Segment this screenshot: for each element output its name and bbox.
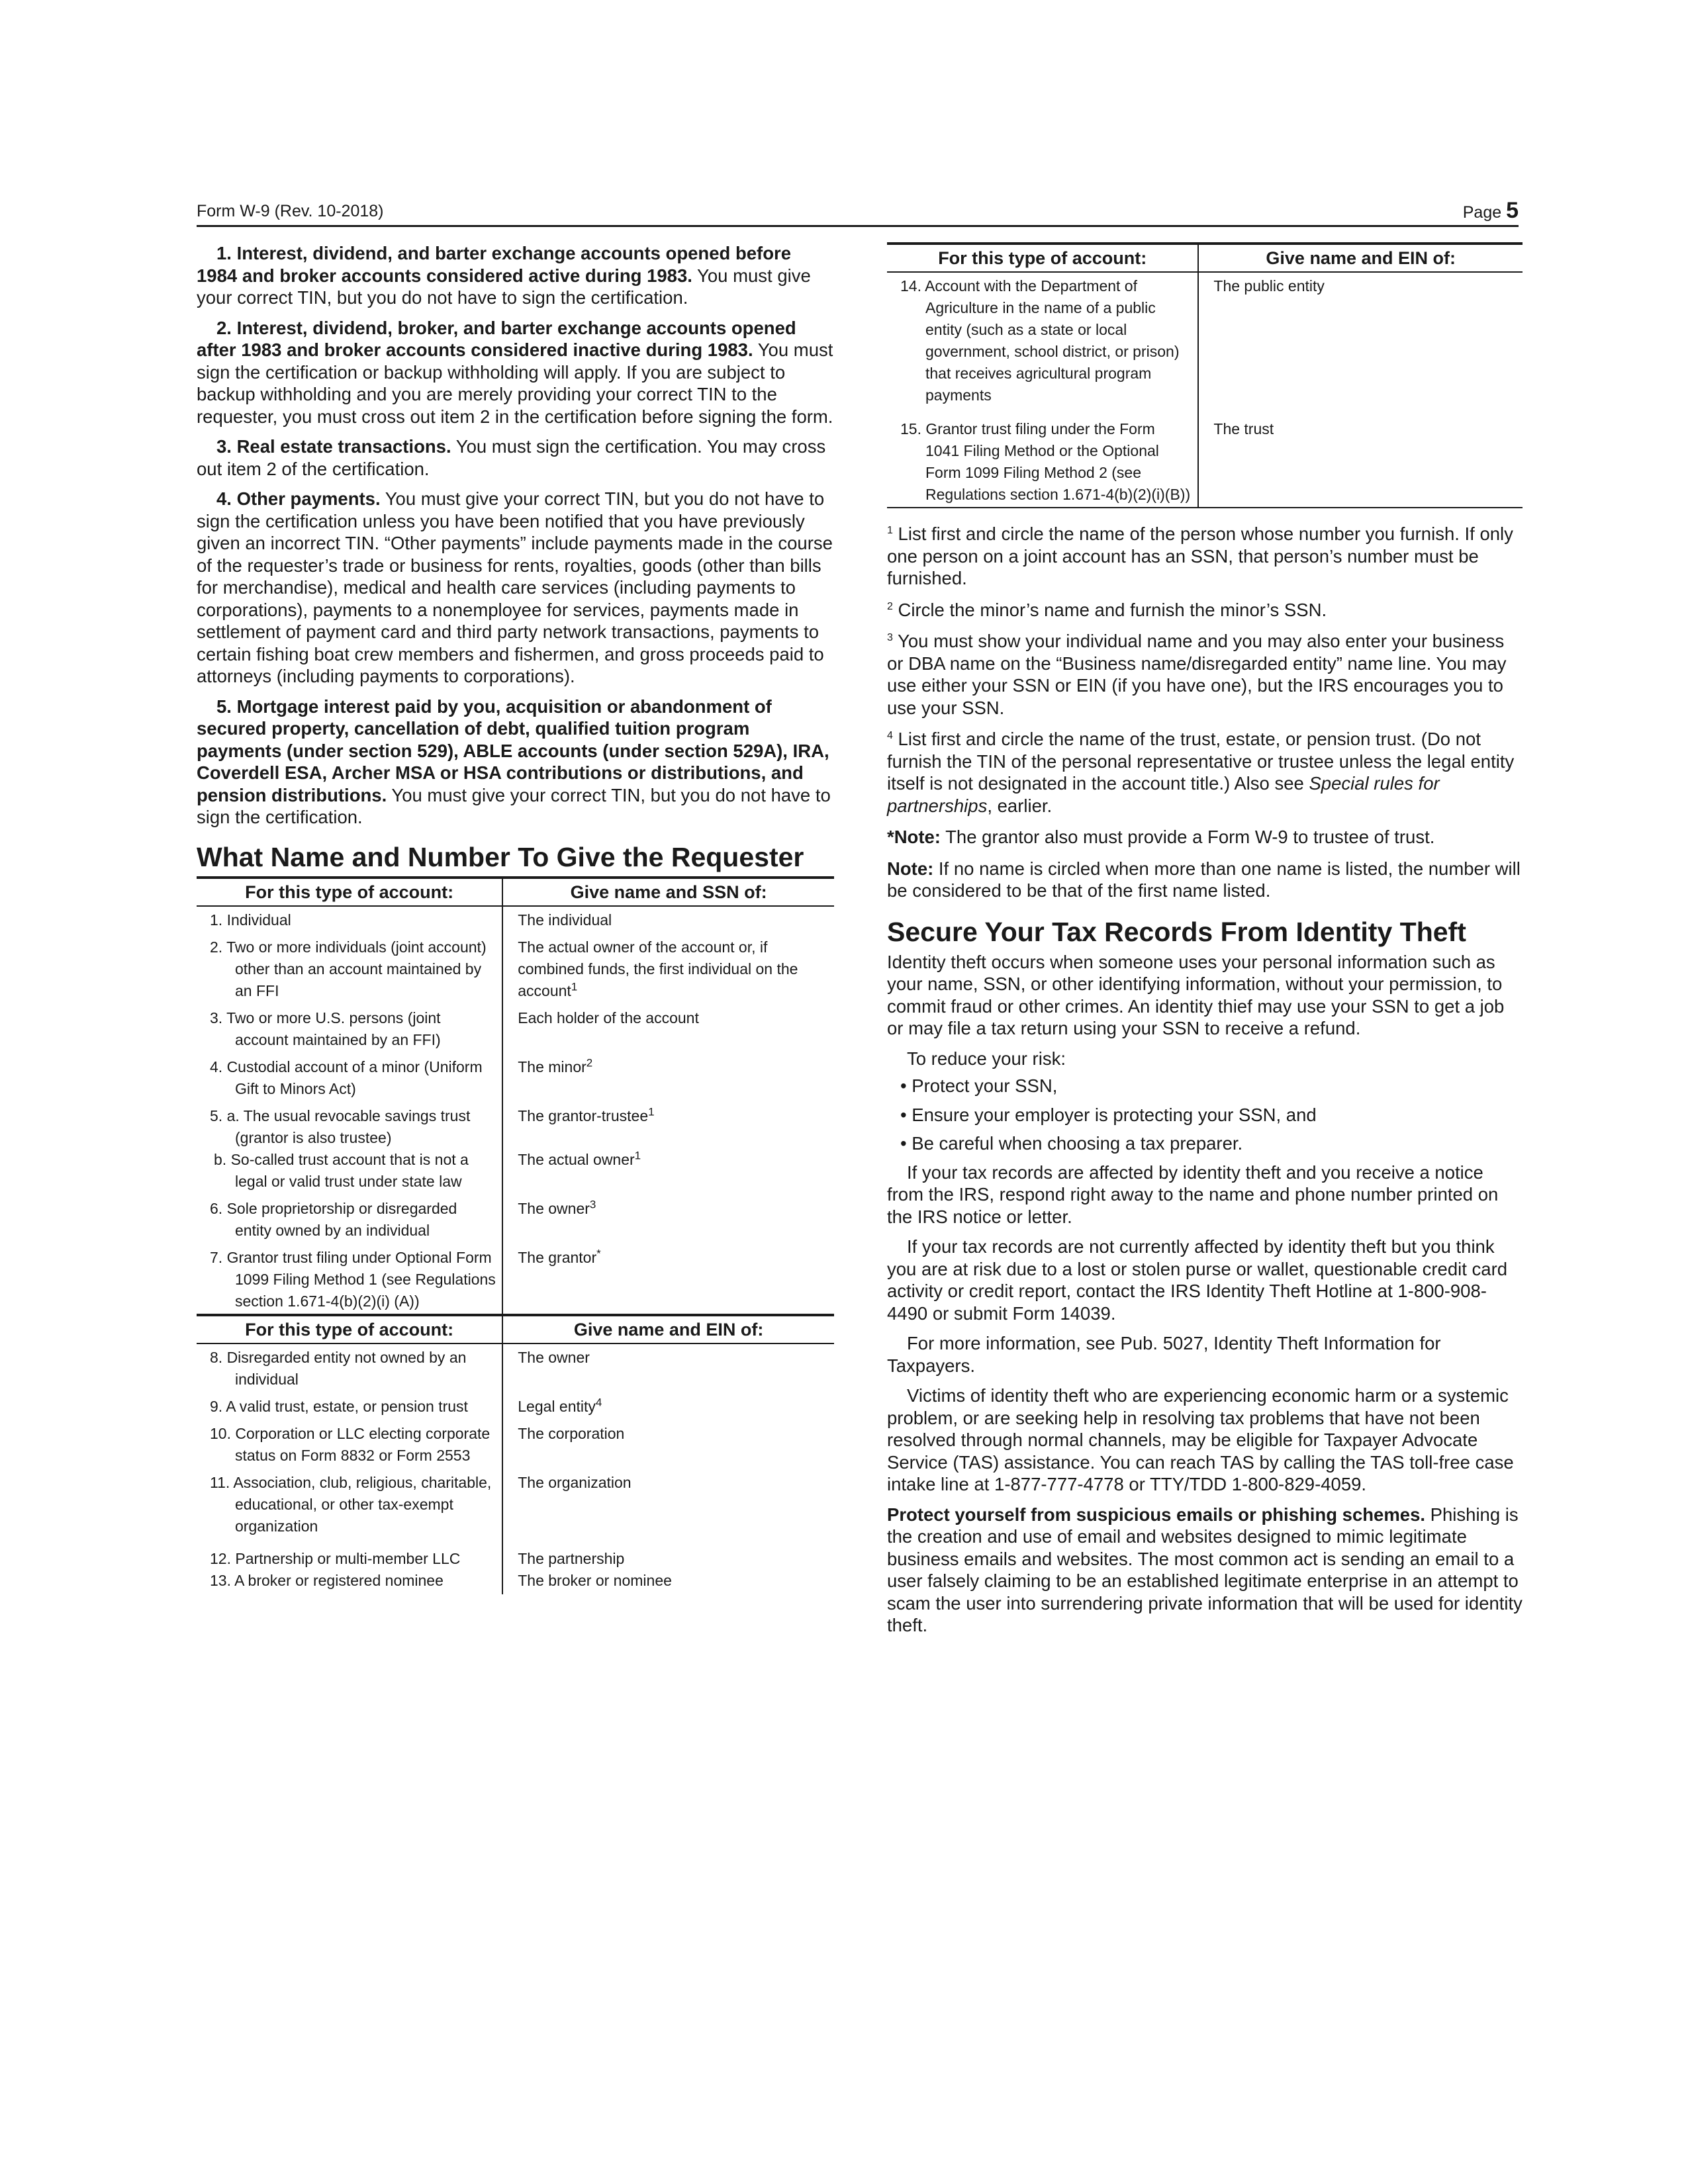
paragraph-5-heading: 5. Mortgage interest paid by you, acquisition or abandonment of secured property, cancellation of debt, qualified tuition program payments (under section 529), ABLE accounts (under section 529A), IRA, Coverdell ESA, Archer MSA or HSA contributions or distributions, and pension distributions. [197, 696, 829, 805]
identity-paragraph-1: Identity theft occurs when someone uses your personal information such as your name, SSN, or other identifying information, without your permission, to commit fraud or other crimes. An identity thief may use your SSN to get a job or may file a tax return using your SSN to receive a refund. [887, 951, 1505, 1038]
footnote-ref: 1 [634, 1148, 641, 1161]
footnote-text: List first and circle the name of the trust, estate, or pension trust. (Do not furnish the TIN of the personal representative or trustee unless the legal entity itself is not designated in the account title.) Also see [887, 729, 1515, 794]
paragraph-2 [197, 317, 834, 428]
table-row [197, 1396, 834, 1423]
name-text: The minor [518, 1058, 586, 1075]
name-to-give: The organization [518, 1473, 632, 1491]
paragraph-1-heading: 1. Interest, dividend, and barter exchange accounts opened before 1984 and broker accounts considered active during 1983. [197, 243, 791, 286]
footnote-ref: 1 [571, 979, 578, 993]
account-type: 9. A valid trust, estate, or pension trust [210, 1397, 468, 1415]
page-word: Page [1462, 203, 1502, 222]
bullet-item: • Protect your SSN, [900, 1075, 1058, 1096]
name-text: The owner [518, 1199, 590, 1217]
table-row [197, 1472, 834, 1548]
ein2-table-col1: For this type of account: [887, 244, 1198, 272]
account-type: 4. Custodial account of a minor (Uniform Gift to Minors Act) [210, 1058, 483, 1097]
name-to-give: The partnership [518, 1549, 625, 1567]
account-type: 13. A broker or registered nominee [210, 1571, 444, 1589]
table-row [197, 1105, 834, 1149]
note-label: *Note: [887, 827, 941, 847]
name-to-give [502, 936, 834, 1007]
table-row [197, 936, 834, 1007]
table-row [197, 1198, 834, 1247]
footnote-mark: 4 [887, 729, 893, 741]
section-heading-name-number: What Name and Number To Give the Requester [197, 841, 804, 872]
ssn-table-col2: Give name and SSN of: [502, 878, 834, 906]
identity-paragraph-3: If your tax records are not currently affected by identity theft but you think you are at risk due to a lost or stolen purse or wallet, questionable credit card activity or credit report, contact the IRS Identity Theft Hotline at 1-800-908-4490 or submit Form 14039. [887, 1236, 1508, 1324]
footnote-ref: 3 [589, 1197, 596, 1210]
table-row [197, 1247, 834, 1314]
bullet-item: • Be careful when choosing a tax preparer. [900, 1133, 1243, 1154]
ein-table [197, 1314, 834, 1594]
form-label: Form W-9 (Rev. 10-2018) [197, 202, 384, 220]
name-to-give: The broker or nominee [518, 1571, 672, 1589]
phishing-heading: Protect yourself from suspicious emails or phishing schemes. [887, 1504, 1426, 1525]
name-to-give [502, 1198, 834, 1247]
table-row [887, 418, 1523, 508]
ein2-table-col2: Give name and EIN of: [1198, 244, 1523, 272]
note-text: If no name is circled when more than one name is listed, the number will be considered to be that of the first name listed. [887, 858, 1521, 901]
footnote-1 [887, 523, 1523, 590]
account-type: b. So-called trust account that is not a legal or valid trust under state law [214, 1150, 469, 1190]
name-to-give: The trust [1213, 420, 1274, 437]
account-type: 14. Account with the Department of Agriculture in the name of a public entity (such as a state or local government, school district, or prison) that receives agricultural program payments [900, 277, 1180, 404]
ssn-table-col1: For this type of account: [197, 878, 502, 906]
account-type: 10. Corporation or LLC electing corporate status on Form 8832 or Form 2553 [210, 1424, 491, 1464]
footnote-3 [887, 630, 1523, 719]
paragraph-3 [197, 435, 834, 480]
ssn-table [197, 876, 834, 1314]
ein-table-header [197, 1315, 834, 1343]
reduce-risk: To reduce your risk: [907, 1048, 1066, 1069]
ein-table-continued [887, 242, 1523, 508]
identity-paragraph-5: Victims of identity theft who are experiencing economic harm or a systemic problem, or are seeking help in resolving tax problems that have not been resolved through normal channels, may be eligible for Taxpayer Advocate Service (TAS) assistance. You can reach TAS by calling the TAS toll-free case intake line at 1-877-777-4778 or TTY/TDD 1-800-829-4059. [887, 1385, 1514, 1494]
name-text: The grantor-trustee [518, 1107, 649, 1124]
bullet-item: • Ensure your employer is protecting your SSN, and [900, 1104, 1317, 1125]
paragraph-1-text: You must give your correct TIN, but you do not have to sign the certification. [197, 265, 811, 308]
paragraph-3-text: You must sign the certification. You may cross out item 2 of the certification. [197, 436, 826, 479]
header-rule [197, 225, 1519, 227]
left-column [197, 242, 834, 1594]
paragraph-4-text: You must give your correct TIN, but you do not have to sign the certification unless you have been notified that you have previously given an incorrect TIN. “Other payments” include payments made in the course of the requester’s trade or business for rents, royalties, goods (other than bills for merchandise), medical and health care services (including payments to corporations), payments to a nonemployee for services, payments made in settlement of payment card and third party network transactions, payments to certain fishing boat crew members and fishermen, and gross proceeds paid to attorneys (including payments to corporations). [197, 488, 833, 686]
name-text: The grantor [518, 1248, 597, 1266]
footnote-text: Circle the minor’s name and furnish the minor’s SSN. [892, 599, 1327, 620]
name-text: The actual owner of the account or, if combined funds, the first individual on the account [518, 938, 798, 999]
paragraph-5 [197, 696, 834, 829]
paragraph-1 [197, 242, 834, 309]
identity-paragraph-2: If your tax records are affected by identity theft and you receive a notice from the IRS, respond right away to the name and phone number printed on the IRS notice or letter. [887, 1161, 1499, 1227]
footnote-text-end: , earlier. [987, 795, 1053, 816]
name-to-give [502, 1105, 834, 1149]
table-row [197, 1570, 834, 1594]
footnote-italic-ref: Special rules for partnerships [887, 773, 1440, 816]
name-to-give [502, 1396, 834, 1423]
paragraph-4-heading: 4. Other payments. [216, 488, 381, 509]
table-row [197, 1149, 834, 1198]
footnote-mark: 3 [887, 631, 893, 643]
paragraph-2-text: You must sign the certification or backup withholding will apply. If you are subject to backup withholding and you are merely providing your correct TIN to the requester, you must cross out item 2 in the certification before signing the form. [197, 340, 833, 427]
ssn-table-header [197, 878, 834, 906]
name-to-give [502, 1149, 834, 1198]
paragraph-5-text: You must give your correct TIN, but you do not have to sign the certification. [197, 784, 831, 827]
name-to-give: Each holder of the account [518, 1009, 699, 1026]
paragraph-3-heading: 3. Real estate transactions. [216, 436, 451, 457]
identity-paragraph-4: For more information, see Pub. 5027, Identity Theft Information for Taxpayers. [887, 1333, 1441, 1376]
footnote-mark: 2 [887, 600, 893, 612]
ein-table-col1: For this type of account: [197, 1315, 502, 1343]
page-header [197, 197, 1519, 227]
table-row [197, 906, 834, 936]
table-row [197, 1423, 834, 1472]
account-type: 3. Two or more U.S. persons (joint account maintained by an FFI) [210, 1009, 441, 1048]
table-row [887, 272, 1523, 418]
name-to-give: The individual [518, 911, 612, 929]
account-type: 8. Disregarded entity not owned by an individual [210, 1348, 467, 1388]
name-text: The actual owner [518, 1150, 635, 1168]
footnote-mark: 1 [887, 524, 893, 536]
table-row [197, 1056, 834, 1105]
right-column [887, 242, 1523, 1645]
account-type: 6. Sole proprietorship or disregarded entity owned by an individual [210, 1199, 457, 1239]
page-number-label [1463, 198, 1519, 224]
account-type: 7. Grantor trust filing under Optional Form 1099 Filing Method 1 (see Regulations section 1.671-4(b)(2)(i) (A)) [210, 1248, 496, 1310]
footnote-ref: 1 [648, 1105, 655, 1118]
note-text: The grantor also must provide a Form W-9 to trustee of trust. [940, 827, 1435, 847]
table-row [197, 1548, 834, 1570]
name-to-give: The public entity [1213, 277, 1325, 295]
footnote-2 [887, 599, 1523, 621]
name-text: Legal entity [518, 1397, 596, 1415]
name-to-give: The corporation [518, 1424, 625, 1442]
account-type: 5. a. The usual revocable savings trust (grantor is also trustee) [210, 1107, 471, 1146]
note-label: Note: [887, 858, 934, 879]
footnote-ref: * [596, 1246, 601, 1259]
table-row [197, 1343, 834, 1396]
footnote-4 [887, 728, 1523, 817]
name-to-give [502, 1056, 834, 1105]
phishing-text: Phishing is the creation and use of email and websites designed to mimic legitimate business emails and websites. The most common act is sending an email to a user falsely claiming to be an established legitimate enterprise in an attempt to scam the user into surrendering private information that will be used for identity theft. [887, 1504, 1523, 1635]
account-type: 1. Individual [210, 911, 291, 929]
footnote-text: You must show your individual name and you may also enter your business or DBA name on the “Business name/disregarded entity” name line. You may use either your SSN or EIN (if you have one), but the IRS encourages you to use your SSN. [887, 631, 1507, 718]
page-number: 5 [1506, 198, 1519, 223]
phishing-paragraph [887, 1504, 1523, 1637]
footnote-ref: 2 [586, 1056, 593, 1069]
account-type: 15. Grantor trust filing under the Form 1041 Filing Method or the Optional Form 1099 Filing Method 2 (see Regulations section 1.671-4(b)(2)(i)(B)) [900, 420, 1191, 503]
note-circled [887, 858, 1523, 902]
note-grantor [887, 826, 1523, 848]
section-heading-identity-theft: Secure Your Tax Records From Identity Theft [887, 916, 1466, 947]
paragraph-2-heading: 2. Interest, dividend, broker, and barter exchange accounts opened after 1983 and broker accounts considered inactive during 1983. [197, 317, 796, 360]
account-type: 12. Partnership or multi-member LLC [210, 1549, 461, 1567]
table-row [197, 1007, 834, 1056]
ein-table-continued-header [887, 244, 1523, 272]
account-type: 11. Association, club, religious, charitable, educational, or other tax-exempt organization [210, 1473, 492, 1535]
ein-table-col2: Give name and EIN of: [502, 1315, 834, 1343]
footnote-ref: 4 [595, 1395, 602, 1408]
paragraph-4 [197, 488, 834, 688]
account-type: 2. Two or more individuals (joint account) other than an account maintained by an FFI [210, 938, 487, 999]
name-to-give [502, 1247, 834, 1314]
name-to-give: The owner [518, 1348, 590, 1366]
footnote-text: List first and circle the name of the person whose number you furnish. If only one person on a joint account has an SSN, that person’s number must be furnished. [887, 523, 1513, 588]
